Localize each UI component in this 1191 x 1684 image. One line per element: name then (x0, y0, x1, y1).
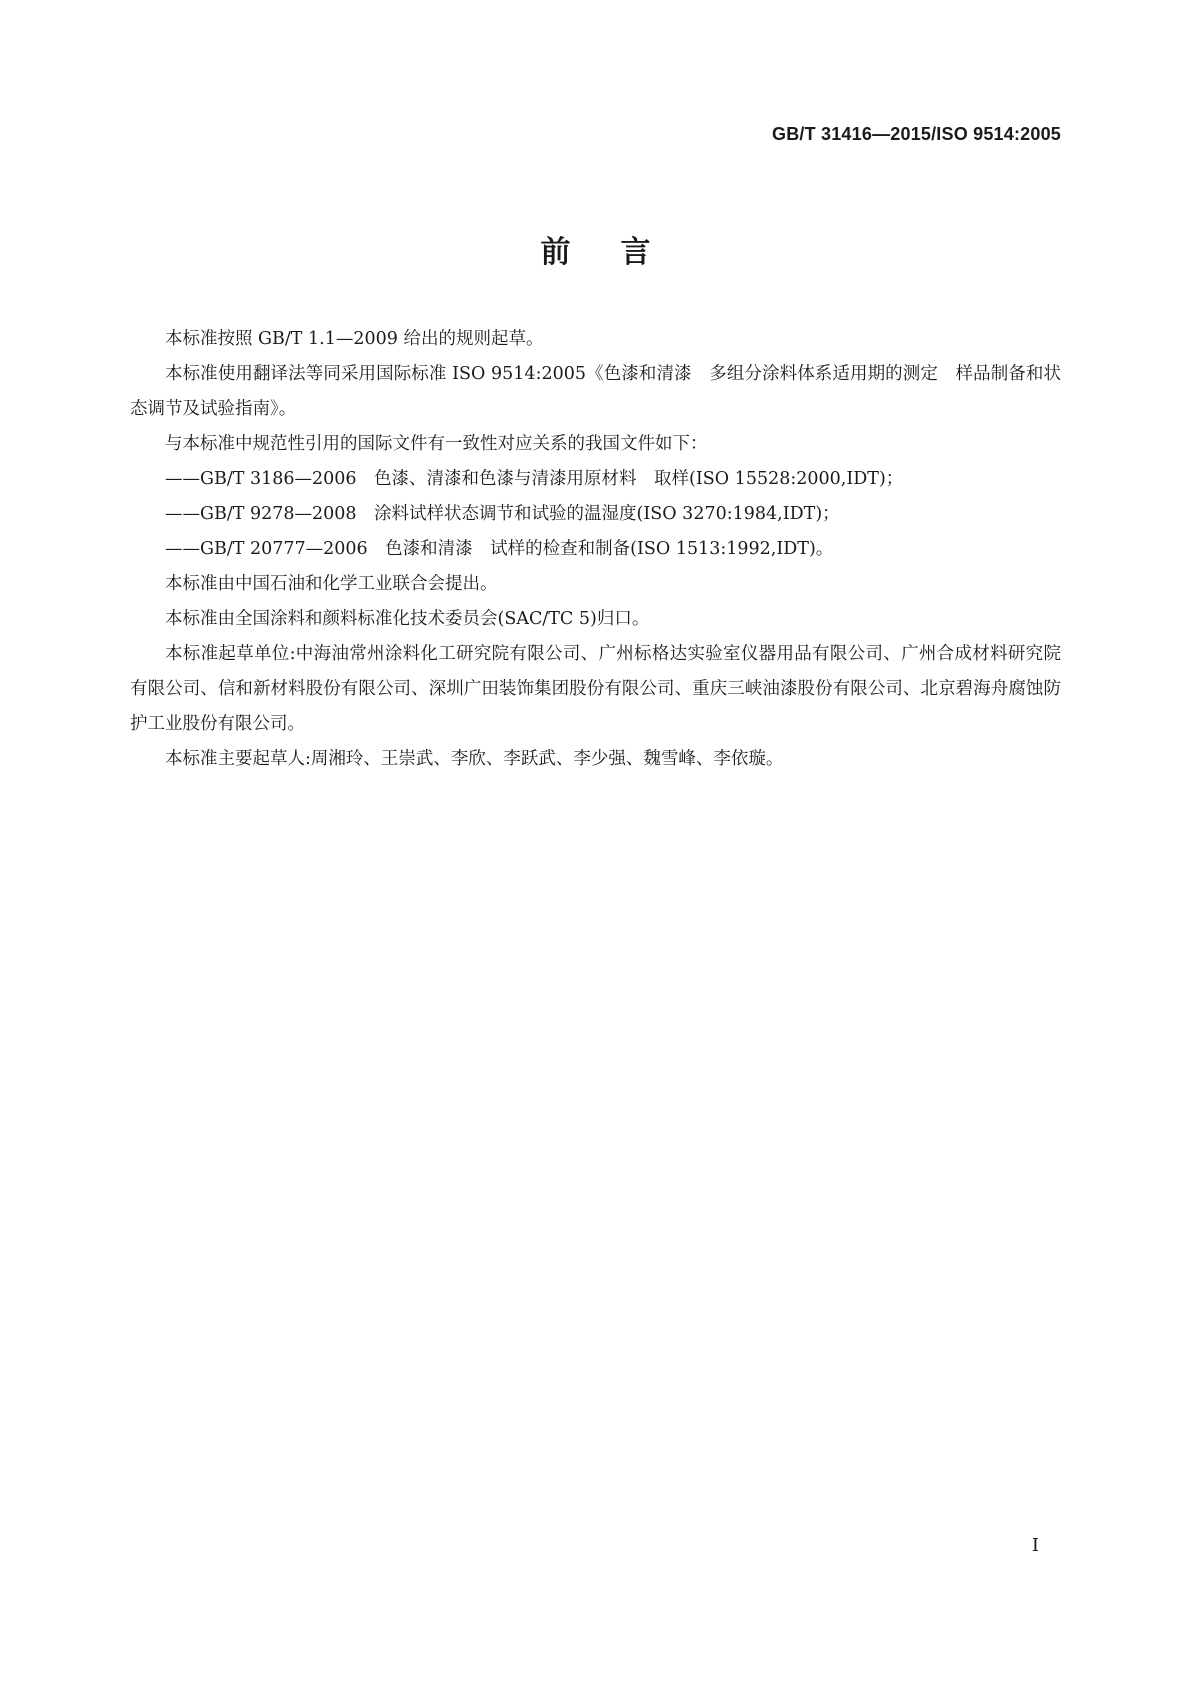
foreword-body (130, 322, 1061, 777)
paragraph-drafting-units: 本标准起草单位:中海油常州涂料化工研究院有限公司、广州标格达实验室仪器用品有限公司、广州合成材料研究院有限公司、信和新材料股份有限公司、深圳广田装饰集团股份有限公司、重庆三峡油漆股份有限公司、北京碧海舟腐蚀防护工业股份有限公司。 (130, 644, 1061, 734)
paragraph-proposer: 本标准由中国石油和化学工业联合会提出。 (165, 574, 498, 594)
reference-item: ——GB/T 20777—2006 色漆和清漆 试样的检查和制备(ISO 1513:1992,IDT)。 (165, 539, 834, 559)
reference-item: ——GB/T 3186—2006 色漆、清漆和色漆与清漆用原材料 取样(ISO 15528:2000,IDT)； (165, 469, 904, 489)
reference-item: ——GB/T 9278—2008 涂料试样状态调节和试验的温湿度(ISO 3270:1984,IDT)； (165, 504, 840, 524)
page-title: 前言 (540, 235, 701, 270)
standard-number: GB/T 31416—2015/ISO 9514:2005 (772, 124, 1061, 144)
paragraph-adoption: 本标准使用翻译法等同采用国际标准 ISO 9514:2005《色漆和清漆 多组分涂料体系适用期的测定 样品制备和状态调节及试验指南》。 (130, 364, 1061, 419)
paragraph-drafters: 本标准主要起草人:周湘玲、王崇武、李欣、李跃武、李少强、魏雪峰、李依璇。 (165, 749, 784, 769)
paragraph-drafting-rules: 本标准按照 GB/T 1.1—2009 给出的规则起草。 (165, 329, 544, 349)
paragraph-committee: 本标准由全国涂料和颜料标准化技术委员会(SAC/TC 5)归口。 (165, 609, 650, 629)
page-number: I (1031, 1535, 1039, 1556)
paragraph-references-intro: 与本标准中规范性引用的国际文件有一致性对应关系的我国文件如下： (165, 434, 708, 454)
